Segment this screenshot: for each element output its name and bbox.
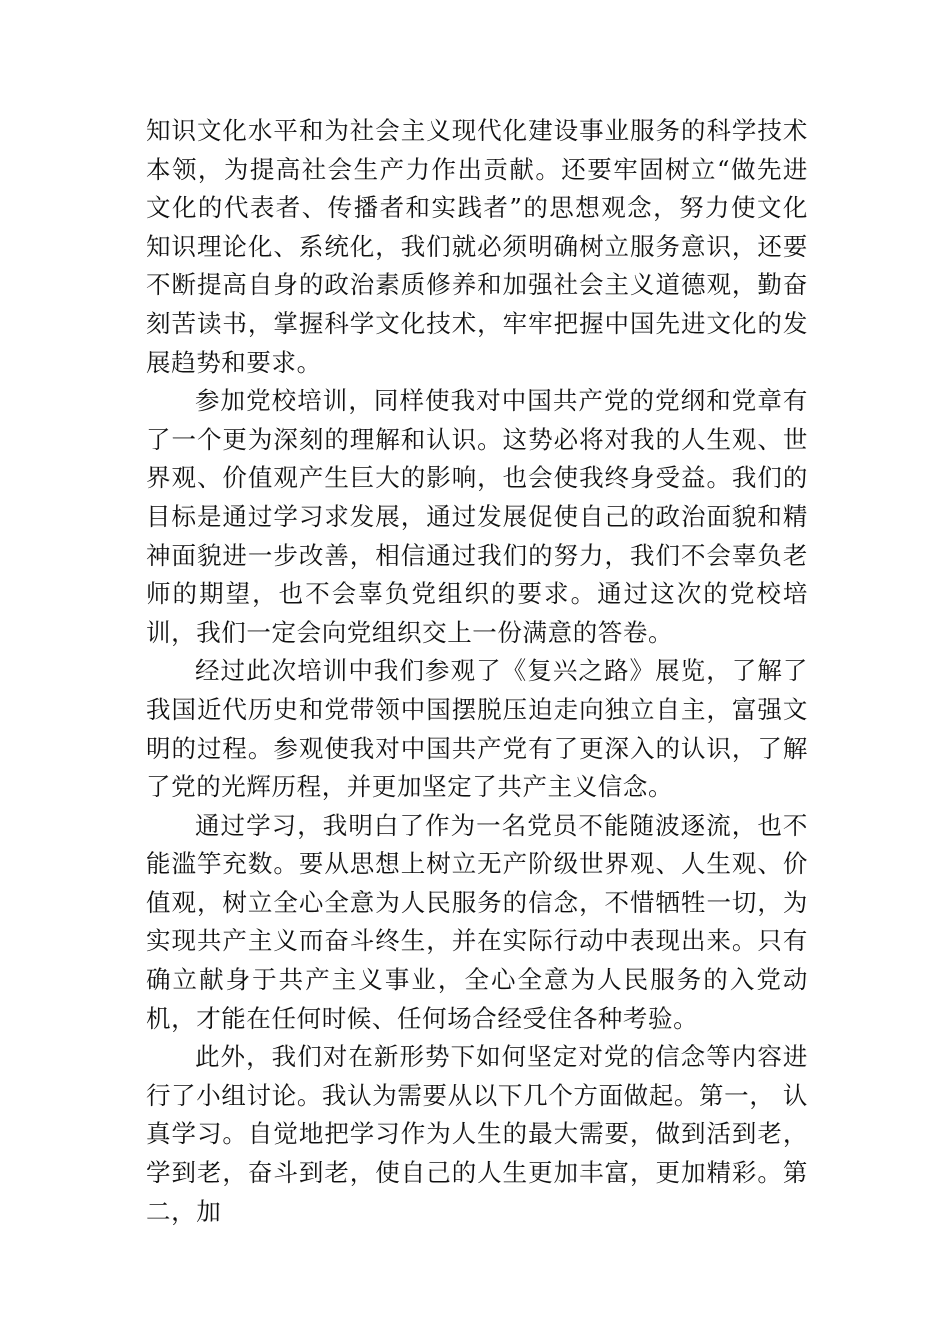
paragraph: 此外，我们对在新形势下如何坚定对党的信念等内容进行了小组讨论。我认为需要从以下几个方面做起。第一， 认真学习。自觉地把学习作为人生的最大需要，做到活到老，学到老，奋斗到老，使自己的人生更加丰富，更加精彩。第二，加 <box>146 1042 808 1226</box>
document-body <box>146 112 808 1231</box>
paragraph: 经过此次培训中我们参观了《复兴之路》展览，了解了我国近代历史和党带领中国摆脱压迫走向独立自主，富强文明的过程。参观使我对中国共产党有了更深入的认识，了解了党的光辉历程，并更加坚定了共产主义信念。 <box>146 656 808 802</box>
paragraph: 通过学习，我明白了作为一名党员不能随波逐流，也不能滥竽充数。要从思想上树立无产阶级世界观、人生观、价值观，树立全心全意为人民服务的信念，不惜牺牲一切，为实现共产主义而奋斗终生，并在实际行动中表现出来。只有确立献身于共产主义事业，全心全意为人民服务的入党动机，才能在任何时候、任何场合经受住各种考验。 <box>146 810 808 1033</box>
paragraph-continued: 知识文化水平和为社会主义现代化建设事业服务的科学技术本领，为提高社会生产力作出贡献。还要牢固树立“做先进文化的代表者、传播者和实践者”的思想观念，努力使文化知识理论化、系统化，我们就必须明确树立服务意识，还要不断提高自身的政治素质修养和加强社会主义道德观，勤奋刻苦读书，掌握科学文化技术，牢牢把握中国先进文化的发展趋势和要求。 <box>146 116 808 377</box>
paragraph: 参加党校培训，同样使我对中国共产党的党纲和党章有了一个更为深刻的理解和认识。这势必将对我的人生观、世界观、价值观产生巨大的影响，也会使我终身受益。我们的目标是通过学习求发展，通过发展促使自己的政治面貌和精神面貌进一步改善，相信通过我们的努力，我们不会辜负老师的期望，也不会辜负党组织的要求。通过这次的党校培训，我们一定会向党组织交上一份满意的答卷。 <box>146 386 808 647</box>
